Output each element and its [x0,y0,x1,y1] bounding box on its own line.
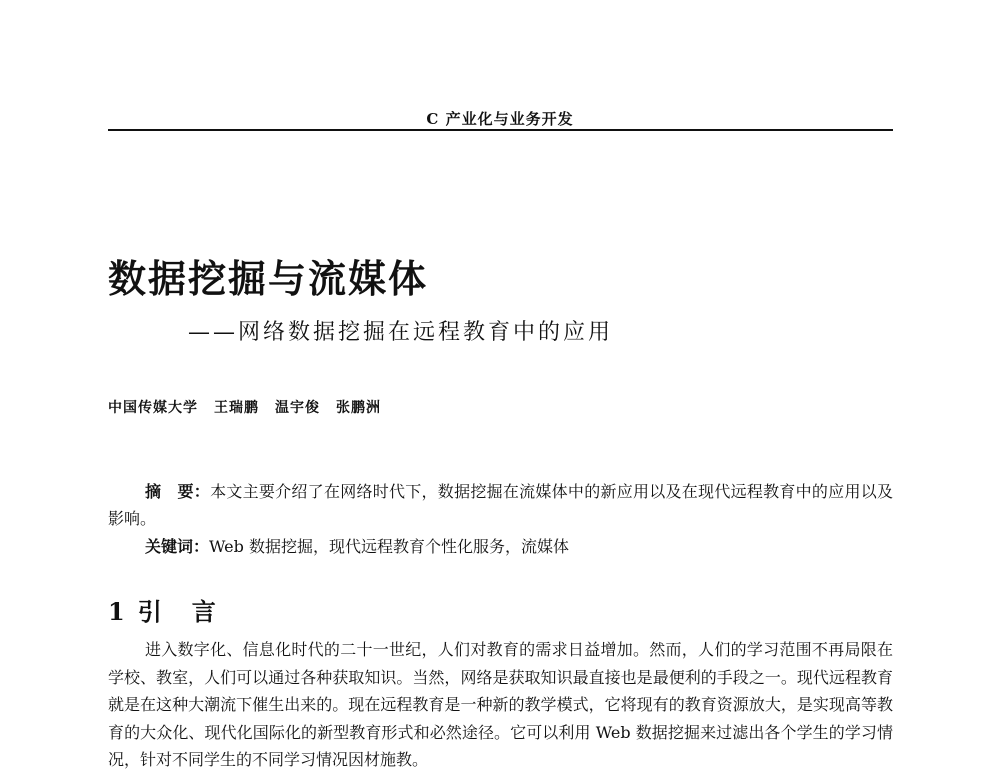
author-name: 温宇俊 [275,400,320,416]
keywords [145,533,569,560]
author-affiliation: 中国传媒大学 [108,400,198,416]
body-paragraph: 进入数字化、信息化时代的二十一世纪，人们对教育的需求日益增加。然而，人们的学习范围不再局限在学校、教室，人们可以通过各种获取知识。当然，网络是获取知识最直接也是最便利的手段之一。现代远程教育就是在这种大潮流下催生出来的。现在远程教育是一种新的教学模式，它将现有的教育资源放大，是实现高等教育的大众化、现代化国际化的新型教育形式和必然途径。它可以利用 Web 数据挖掘来过滤出各个学生的学习情况，针对不同学生的不同学习情况因材施教。 [108,640,893,769]
abstract-text: 本文主要介绍了在网络时代下，数据挖掘在流媒体中的新应用以及在现代远程教育中的应用以及影响。 [108,482,893,528]
keywords-text: Web 数据挖掘，现代远程教育个性化服务，流媒体 [209,537,569,556]
header-rule [108,129,893,131]
section-heading [108,592,219,627]
abstract [108,478,893,532]
keywords-label: 关键词： [145,537,210,556]
paper-title: 数据挖掘与流媒体 [108,256,429,301]
section-number: 1 [108,597,128,626]
section-title: 引 言 [137,597,219,626]
author-name: 王瑞鹏 [214,400,259,416]
author-line [108,397,381,417]
abstract-label: 摘 要： [145,482,211,501]
author-name: 张鹏洲 [336,400,381,416]
paper-subtitle: ——网络数据挖掘在远程教育中的应用 [188,320,614,345]
running-header: C 产业化与业务开发 [426,110,574,128]
